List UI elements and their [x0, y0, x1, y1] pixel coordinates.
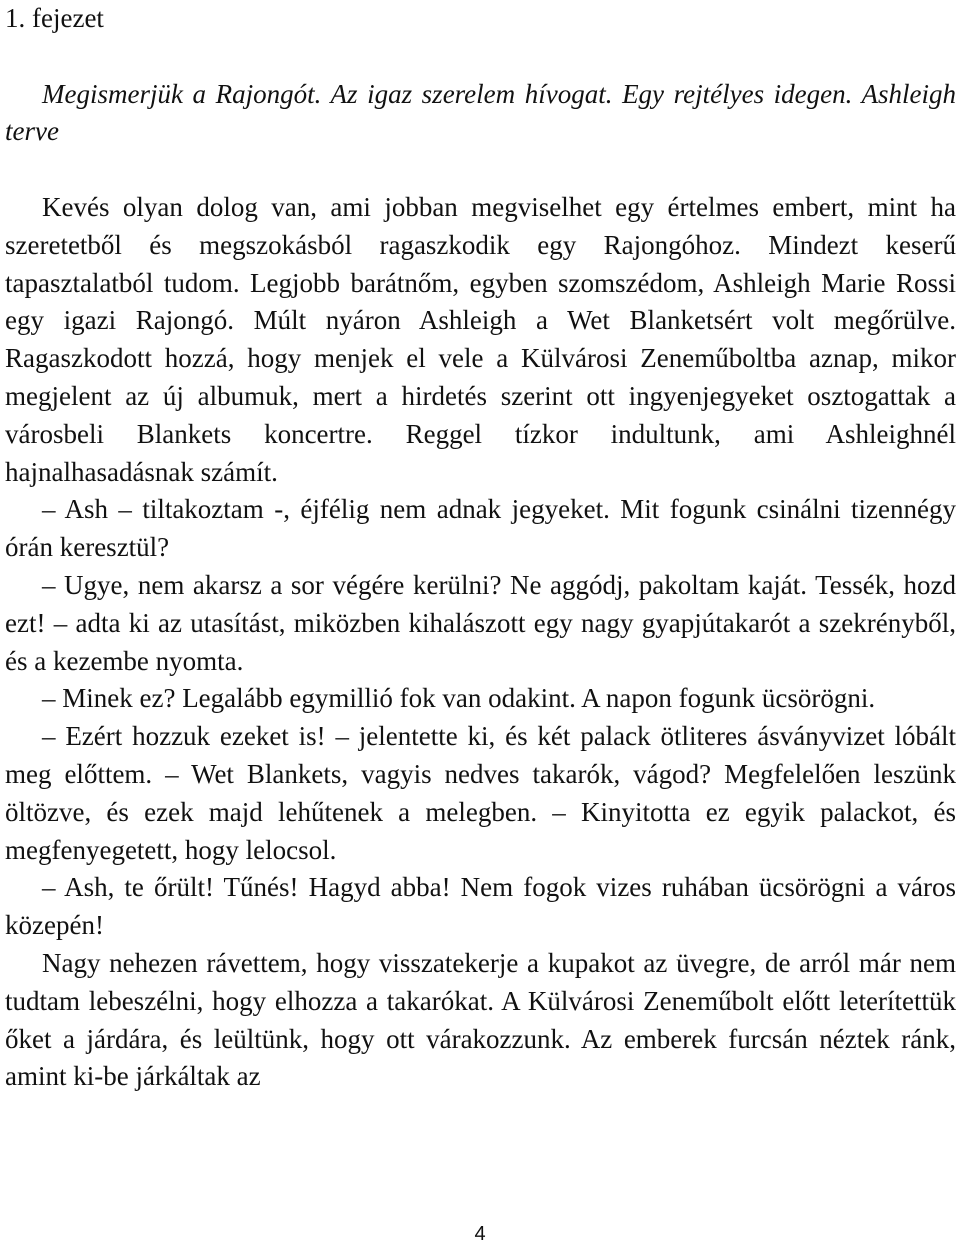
- paragraph-2: – Ash – tiltakoztam -, éjfélig nem adnak jegyeket. Mit fogunk csinálni tizennégy órán keresztül?: [5, 494, 956, 563]
- page-number: 4: [474, 1223, 486, 1245]
- chapter-heading: 1. fejezet: [5, 3, 104, 33]
- chapter-subtitle: Megismerjük a Rajongót. Az igaz szerelem hívogat. Egy rejtélyes idegen. Ashleigh terve: [5, 78, 956, 147]
- paragraph-3: – Ugye, nem akarsz a sor végére kerülni? Ne aggódj, pakoltam kaját. Tessék, hozd ezt! – adta ki az utasítást, miközben kihalászott egy nagy gyapjútakarót a szekrényből, és a kezembe nyomta.: [5, 569, 956, 676]
- spacer: [5, 151, 956, 189]
- paragraph-1: Kevés olyan dolog van, ami jobban megviselhet egy értelmes embert, mint ha szeretetből és megszokásból ragaszkodik egy Rajongóhoz. Mindezt keserű tapasztalatból tudom. Legjobb barátnőm, egyben szomszédom, Ashleigh Marie Rossi egy igazi Rajongó. Múlt nyáron Ashleigh a Wet Blanketsért volt megőrülve. Ragaszkodott hozzá, hogy menjek el vele a Külvárosi Zeneműboltba aznap, mikor megjelent az új albumuk, mert a hirdetés szerint ott ingyenjegyeket osztogattak a városbeli Blankets koncertre. Reggel tízkor indultunk, ami Ashleighnél hajnalhasadásnak számít.: [5, 191, 956, 487]
- spacer: [5, 38, 956, 76]
- paragraph-6: – Ash, te őrült! Tűnés! Hagyd abba! Nem fogok vizes ruhában ücsörögni a város közepén!: [5, 872, 956, 941]
- paragraph-4: – Minek ez? Legalább egymillió fok van odakint. A napon fogunk ücsörögni.: [42, 683, 876, 714]
- paragraph-5: – Ezért hozzuk ezeket is! – jelentette ki, és két palack ötliteres ásványvizet lóbált meg előttem. – Wet Blankets, vagyis nedves takarók, vágod? Megfelelően leszünk öltözve, és ezek majd lehűtenek a melegben. – Kinyitotta ez egyik palackot, és megfenyegetett, hogy lelocsol.: [5, 721, 956, 865]
- paragraph-7: Nagy nehezen rávettem, hogy visszatekerje a kupakot az üvegre, de arról már nem tudtam lebeszélni, hogy elhozza a takarókat. A Külvárosi Zeneműbolt előtt leterítettük őket a járdára, és leültünk, hogy ott várakozzunk. Az emberek furcsán néztek ránk, amint ki-be járkáltak az: [5, 947, 956, 1092]
